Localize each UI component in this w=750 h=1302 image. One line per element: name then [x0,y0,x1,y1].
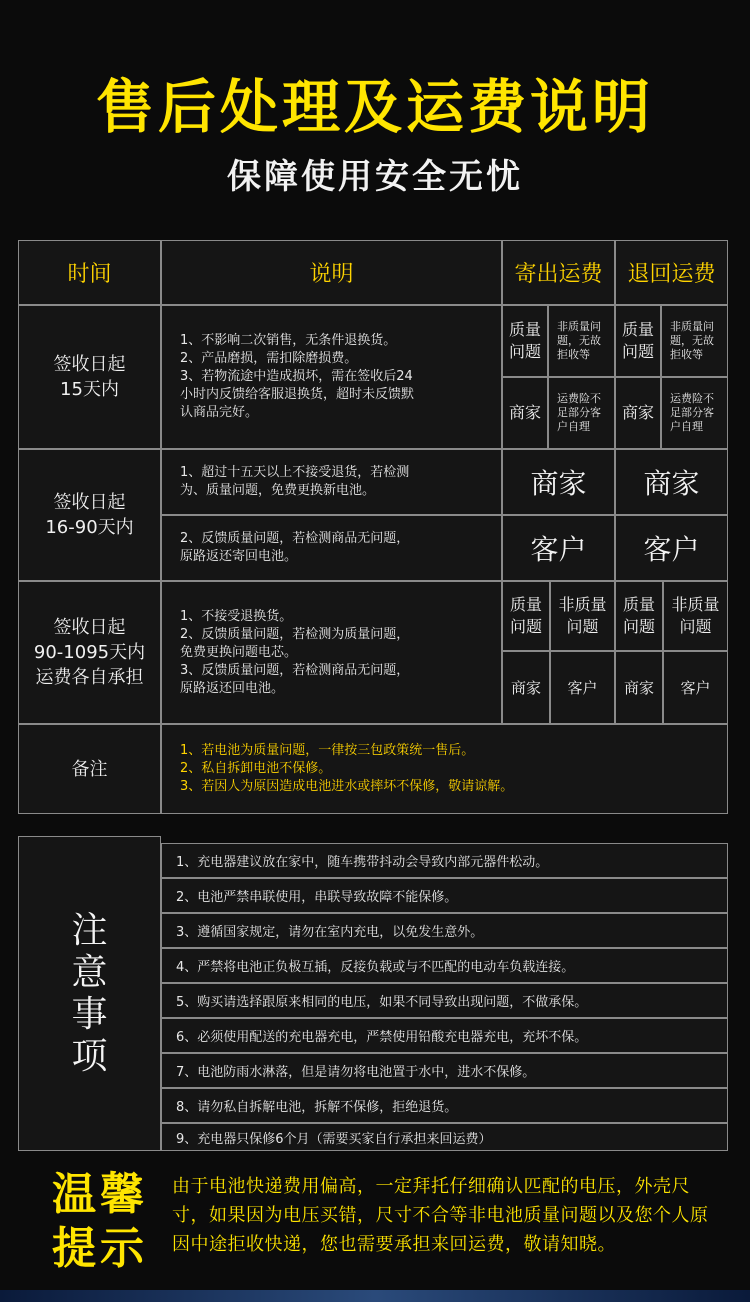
row3-send-quality-who: 商家 [502,651,550,724]
row3-time: 签收日起 90-1095天内 运费各自承担 [18,581,161,724]
row1-ret-a-note: 非质量问 题，无故 拒收等 [661,305,728,377]
attention-item: 5、购买请选择跟原来相同的电压，如果不同导致出现问题，不做承保。 [161,983,728,1018]
row3-ret-quality: 质量 问题 [615,581,663,651]
row3-ret-quality-who: 商家 [615,651,663,724]
row1-time: 签收日起 15天内 [18,305,161,449]
row3-ret-nonquality: 非质量 问题 [663,581,728,651]
row1-send-a-label: 质量 问题 [502,305,548,377]
remark-list [161,724,728,814]
row1-desc: 1、不影响二次销售，无条件退换货。 2、产品磨损，需扣除磨损费。 3、若物流途中造成损坏，需在签收后24 小时内反馈给客服退换货，超时未反馈默 认商品完好。 [161,305,502,449]
attention-item: 3、遵循国家规定，请勿在室内充电，以免发生意外。 [161,913,728,948]
attention-item: 2、电池严禁串联使用，串联导致故障不能保修。 [161,878,728,913]
row2-send-b: 客户 [502,515,615,581]
row3-ret-nonquality-who: 客户 [663,651,728,724]
header-desc: 说明 [161,240,502,305]
page-subtitle: 保障使用安全无忧 [227,157,523,197]
row1-ret-b-note: 运费险不 足部分客 户自理 [661,377,728,449]
row2-ret-a: 商家 [615,449,728,515]
row1-ret-b-label: 商家 [615,377,661,449]
row3-send-quality: 质量 问题 [502,581,550,651]
bottom-bar [0,1290,750,1302]
row2-send-a: 商家 [502,449,615,515]
row2-desc-b: 2、反馈质量问题，若检测商品无问题， 原路返还寄回电池。 [161,515,502,581]
row2-time: 签收日起 16-90天内 [18,449,161,581]
row1-send-a-note: 非质量问 题，无故 拒收等 [548,305,615,377]
attention-item: 8、请勿私自拆解电池，拆解不保修，拒绝退货。 [161,1088,728,1123]
header-time: 时间 [18,240,161,305]
warm-tip-text: 由于电池快递费用偏高，一定拜托仔细确认匹配的电压，外壳尺寸，如果因为电压买错，尺寸不合等非电池质量问题以及您个人原因中途拒收快递，您也需要承担来回运费，敬请知晓。 [172,1176,709,1255]
attention-item: 6、必须使用配送的充电器充电，严禁使用铅酸充电器充电，充坏不保。 [161,1018,728,1053]
attention-item: 7、电池防雨水淋落，但是请勿将电池置于水中，进水不保修。 [161,1053,728,1088]
attention-item: 4、严禁将电池正负极互插，反接负载或与不匹配的电动车负载连接。 [161,948,728,983]
row1-send-b-label: 商家 [502,377,548,449]
header-return-fee: 退回运费 [615,240,728,305]
row3-desc: 1、不接受退换货。 2、反馈质量问题，若检测为质量问题， 免费更换问题电芯。 3、反馈质量问题，若检测商品无问题， 原路返还回电池。 [161,581,502,724]
header-send-fee: 寄出运费 [502,240,615,305]
remark-item: 1、若电池为质量问题，一律按三包政策统一售后。 [180,743,475,758]
page-title: 售后处理及运费说明 [95,73,654,141]
remark-label: 备注 [18,724,161,814]
warm-tip-label: 温馨 提示 [52,1169,148,1274]
row2-desc-a: 1、超过十五天以上不接受退货，若检测 为、质量问题，免费更换新电池。 [161,449,502,515]
row3-send-nonquality: 非质量 问题 [550,581,615,651]
row2-ret-b: 客户 [615,515,728,581]
remark-item: 3、若因人为原因造成电池进水或摔坏不保修，敬请谅解。 [180,779,514,794]
attention-item: 9、充电器只保修6个月（需要买家自行承担来回运费） [161,1123,728,1151]
row1-send-b-note: 运费险不 足部分客 户自理 [548,377,615,449]
row1-ret-a-label: 质量 问题 [615,305,661,377]
attention-label: 注 意 事 项 [18,836,161,1151]
attention-item: 1、充电器建议放在家中，随车携带抖动会导致内部元器件松动。 [161,843,728,878]
remark-item: 2、私自拆卸电池不保修。 [180,761,332,776]
row3-send-nonquality-who: 客户 [550,651,615,724]
